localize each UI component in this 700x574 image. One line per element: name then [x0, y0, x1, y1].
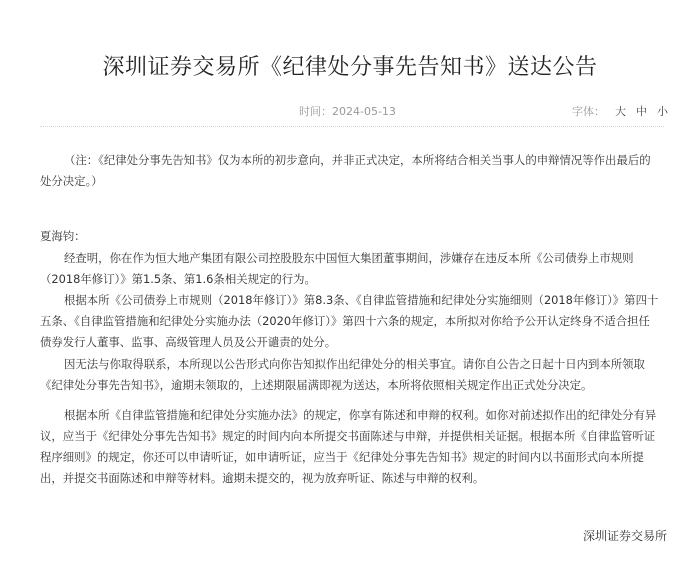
body-paragraph-4 [40, 405, 660, 489]
body-paragraph-text: 因无法与你取得联系，本所现以公告形式向你告知拟作出纪律处分的相关事宜。请你自公告之日起十日内到本所领取《纪律处分事先告知书》，逾期未领取的，上述期限届满即视为送达，本所将依照相关规定作出正式处分决定。 [40, 357, 645, 392]
font-size-large-button[interactable]: 大 [615, 105, 626, 118]
body-paragraph-text: 根据本所《公司债券上市规则（2018年修订）》第8.3条、《自律监管措施和纪律处分实施细则（2018年修订）》第四十五条、《自律监管措施和纪律处分实施办法（2020年修订）》第四十六条的规定，本所拟对你给予公开认定终身不适合担任债券发行人董事、监事、高级管理人员及公开谴责的处分。 [40, 293, 659, 349]
header-divider [40, 126, 664, 127]
body-paragraph-3 [40, 354, 660, 396]
publish-time [299, 103, 396, 119]
signature: 深圳证券交易所 [582, 529, 667, 543]
disclaimer-note [40, 150, 660, 192]
body-paragraph-1 [40, 248, 660, 290]
body-paragraph-text: 根据本所《自律监管措施和纪律处分实施办法》的规定，你享有陈述和申辩的权利。如你对前述拟作出的纪律处分有异议，应当于《纪律处分事先告知书》规定的时间内向本所提交书面陈述与申辩，并提供相关证据。根据本所《自律监管听证程序细则》的规定，你还可以申请听证，如申请听证，应当于《纪律处分事先告知书》规定的时间内以书面形式向本所提出，并提交书面陈述和申辩等材料。逾期未提交的，视为放弃听证、陈述与申辩的权利。 [40, 408, 657, 485]
disclaimer-note-text: （注：《纪律处分事先告知书》仅为本所的初步意向，并非正式决定，本所将结合相关当事人的申辩情况等作出最后的处分决定。） [40, 153, 651, 188]
font-size-medium-button[interactable]: 中 [636, 105, 647, 118]
font-size-small-button[interactable]: 小 [657, 105, 668, 118]
salutation: 夏海钧： [40, 229, 86, 243]
body-paragraph-text: 经查明，你在作为恒大地产集团有限公司控股股东中国恒大集团董事期间，涉嫌存在违反本所《公司债券上市规则（2018年修订）》第1.5条、第1.6条相关规定的行为。 [40, 251, 634, 286]
body-paragraph-2 [40, 290, 660, 353]
publish-time-label: 时间： [299, 105, 332, 118]
font-size-label: 字体： [572, 105, 605, 118]
page-title: 深圳证券交易所《纪律处分事先告知书》送达公告 [102, 55, 598, 80]
publish-time-value: 2024-05-13 [332, 105, 396, 118]
font-size-selector [572, 103, 668, 119]
